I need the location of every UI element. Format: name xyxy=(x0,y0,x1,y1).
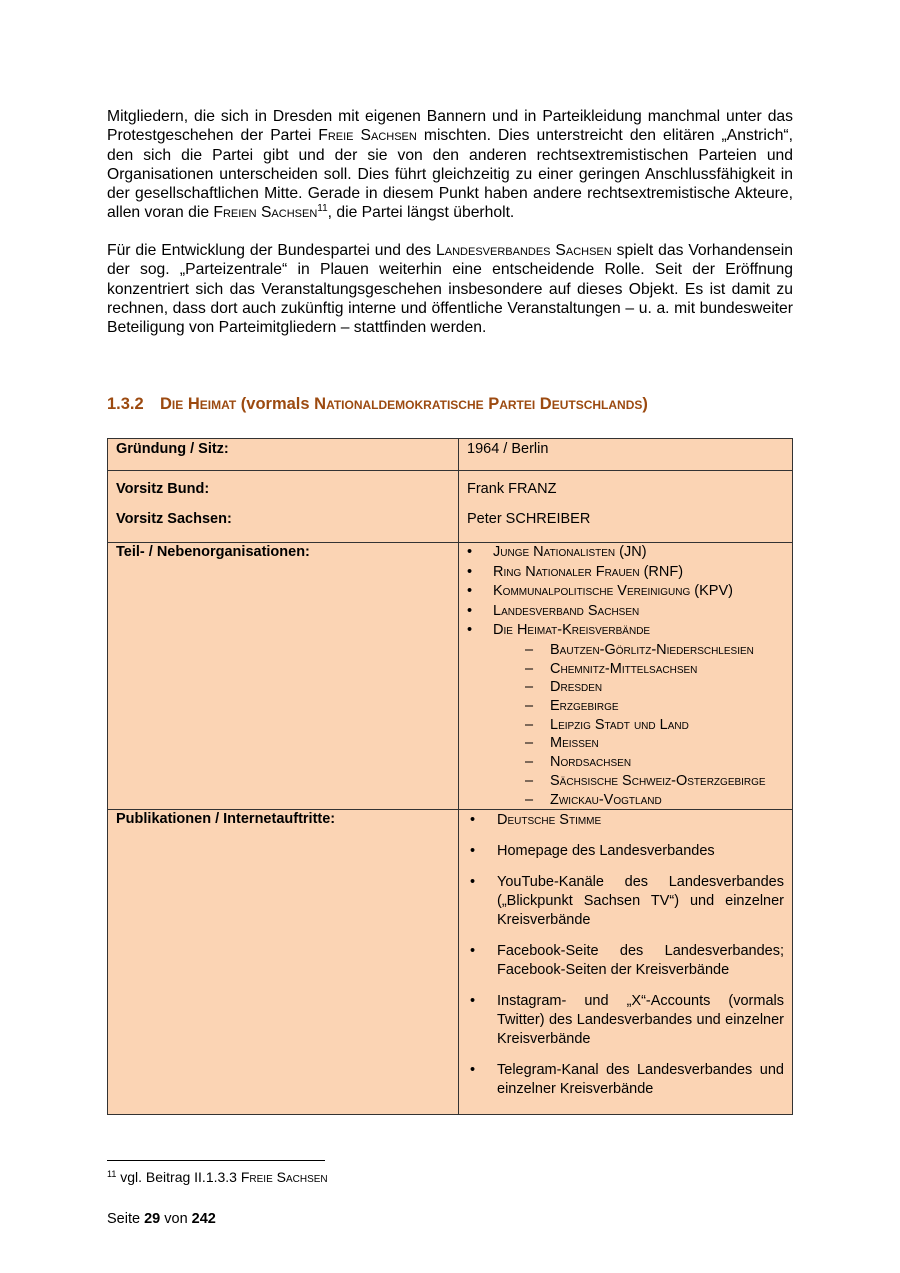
list-item: – Nordsachsen xyxy=(525,754,632,771)
intro-paragraph-1: Mitgliedern, die sich in Dresden mit eigenen Bannern und in Parteikleidung manchmal unter das Protestgeschehen der Partei Freie Sachsen mischten. Dies unterstreicht den elitären „Anstrich“, den sich die Partei gibt und der sie von den anderen rechtsextremistischen Parteien und Organisationen unterscheiden soll. Dies führt gleichzeitig zu einer geringen Anschlussfähigkeit in der gesellschaftlichen Mitte. Gerade in diesem Punkt haben andere rechtsextremistische Akteure, allen voran die Freien Sachsen$^{11}$, die Partei längst überholt. xyxy=(107,108,794,222)
organisations-list xyxy=(459,543,793,810)
list-item: • Junge Nationalisten (JN) xyxy=(467,544,647,560)
intro-paragraph-2: Für die Entwicklung der Bundespartei und des Landesverbandes Sachsen spielt das Vorhandensein der sog. „Parteizentrale“ in Plauen weiterhin eine entscheidende Rolle. Seit der Eröffnung konzentriert sich das Veranstaltungsgeschehen insbesondere auf dieses Objekt. Es ist damit zu rechnen, dass dort auch zukünftig interne und öffentliche Veranstaltungen – u. a. mit bundesweiter Beteiligung von Parteimitgliedern – stattfinden werden. xyxy=(107,242,793,337)
footnote: $^{11}$ vgl. Beitrag II.1.3.3 Freie Sachsen xyxy=(107,1169,328,1185)
list-item: • Facebook-Seite des Landesverbandes; Facebook-Seiten der Kreisverbände xyxy=(470,943,784,979)
list-item: – Leipzig Stadt und Land xyxy=(525,716,689,733)
party-info-table xyxy=(107,438,793,1115)
list-item: • Instagram- und „X“-Accounts (vormals Twitter) des Landesverbandes und einzelner Kreisverbände xyxy=(470,993,784,1048)
chair-saxony-label: Vorsitz Sachsen: xyxy=(116,511,232,527)
founding-value: 1964 / Berlin xyxy=(459,439,793,471)
list-item: • Homepage des Landesverbandes xyxy=(470,843,715,860)
district-list xyxy=(493,641,784,809)
table-row-organisations xyxy=(108,543,793,810)
publications-list xyxy=(459,810,793,1115)
table-row-publications xyxy=(108,810,793,1115)
footnote-separator xyxy=(107,1160,325,1161)
list-item: – Bautzen-Görlitz-Niederschlesien xyxy=(525,641,754,658)
list-item: – Chemnitz-Mittelsachsen xyxy=(525,660,698,677)
list-item: • Landesverband Sachsen xyxy=(467,602,640,619)
list-item: – Dresden xyxy=(525,679,603,696)
list-item: – Erzgebirge xyxy=(525,698,619,715)
list-item: – Meißen xyxy=(525,735,599,752)
section-heading: 1.3.2 Die Heimat (vormals Nationaldemokratische Partei Deutschlands) xyxy=(107,395,648,413)
list-item: – Zwickau-Vogtland xyxy=(525,791,662,808)
list-item: • Ring Nationaler Frauen (RNF) xyxy=(467,563,684,580)
list-item: • Die Heimat-Kreisverbände – Bautzen-Görlitz-Niederschlesien – Chemnitz-Mittelsachsen – Dresden – Erzgebirge – Leipzig Stadt und Land – Meißen – Nordsachsen – Sächsische Schweiz-Osterzgebirge – Zwickau-Vogtland xyxy=(467,621,784,809)
page-number: Seite 29 von 242 xyxy=(107,1211,216,1227)
list-item: • Deutsche Stimme xyxy=(470,812,602,829)
list-item: • Kommunalpolitische Vereinigung (KPV) xyxy=(467,583,733,600)
chair-values xyxy=(459,471,793,543)
founding-label: Gründung / Sitz: xyxy=(108,439,459,471)
publications-label: Publikationen / Internetauftritte: xyxy=(108,810,459,1115)
table-row-founding xyxy=(108,439,793,471)
chair-saxony-value: Peter SCHREIBER xyxy=(467,511,591,527)
chair-federal-value: Frank FRANZ xyxy=(467,481,557,497)
list-item: – Sächsische Schweiz-Osterzgebirge xyxy=(525,772,766,789)
list-item: • YouTube-Kanäle des Landesverbandes („Blickpunkt Sachsen TV“) und einzelner Kreisverbände xyxy=(470,874,784,929)
list-item: • Telegram-Kanal des Landesverbandes und einzelner Kreisverbände xyxy=(470,1062,784,1098)
chair-labels xyxy=(108,471,459,543)
table-row-chair xyxy=(108,471,793,543)
footnote-reference[interactable]: 11 xyxy=(317,203,328,215)
organisations-label: Teil- / Nebenorganisationen: xyxy=(108,543,459,810)
chair-federal-label: Vorsitz Bund: xyxy=(116,481,210,497)
